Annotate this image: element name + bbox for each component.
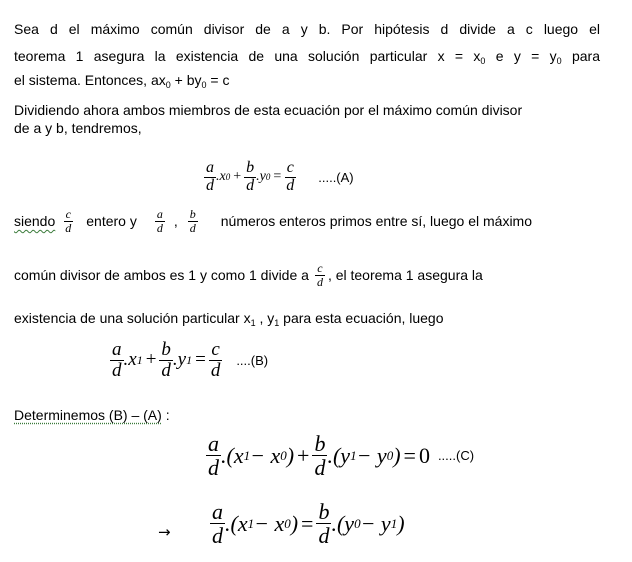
para1-line3: el sistema. Entonces, $ax_0 + by_0 = c$ — [14, 72, 230, 90]
equation-a-tag: .....(A) — [318, 169, 354, 185]
implies-arrow-icon: → — [158, 523, 171, 541]
equation-d: $\frac{a}{d}$ .(x 1 − x 0 ) = $\frac{b}{d}$ .(y 0 − y 1 ) — [212, 499, 405, 549]
para4-line: común divisor de ambos es 1 y como 1 divide a $\frac{c}{d}$ , el teorema 1 asegura la — [14, 261, 483, 289]
equation-a: $\frac{a}{d}$ .x 0 + $\frac{b}{d}$ .y 0 = $\frac{c}{d}$ .....(A) — [206, 159, 354, 194]
equation-c: $\frac{a}{d}$ .(x 1 − x 0 ) + $\frac{b}{d}$ .(y 1 − y 0 ) = 0 .....(C) — [208, 431, 475, 481]
equation-b-tag: ....(B) — [236, 352, 269, 368]
equation-c-tag: .....(C) — [437, 448, 475, 464]
equation-b: $\frac{a}{d}$ .x 1 + $\frac{b}{d}$ .y 1 = $\frac{c}{d}$ ....(B) — [112, 339, 269, 381]
para3-line: siendo $\frac{c}{d}$ entero y $\frac{a}{d}$ , $\frac{b}{d}$ números enteros primos entre sí, luego el máximo — [14, 207, 532, 235]
para2-line2: de a y b, tendremos, — [14, 120, 142, 136]
word-siendo: siendo — [14, 213, 56, 230]
para5-line: existencia de una solución particular $x_1$ , $y_1$ para esta ecuación, luego — [14, 310, 444, 328]
para2-line1: Dividiendo ahora ambos miembros de esta ecuación por el máximo común divisor — [14, 102, 523, 118]
para1-line2: teorema 1 asegura la existencia de una solución particular $x = x_0$ e $y = y_0$ para — [14, 48, 600, 66]
para1-line1: Sea d el máximo común divisor de a y b. Por hipótesis d divide a c luego el — [14, 21, 600, 37]
para6-line: Determinemos (B) – (A) : — [14, 407, 170, 423]
